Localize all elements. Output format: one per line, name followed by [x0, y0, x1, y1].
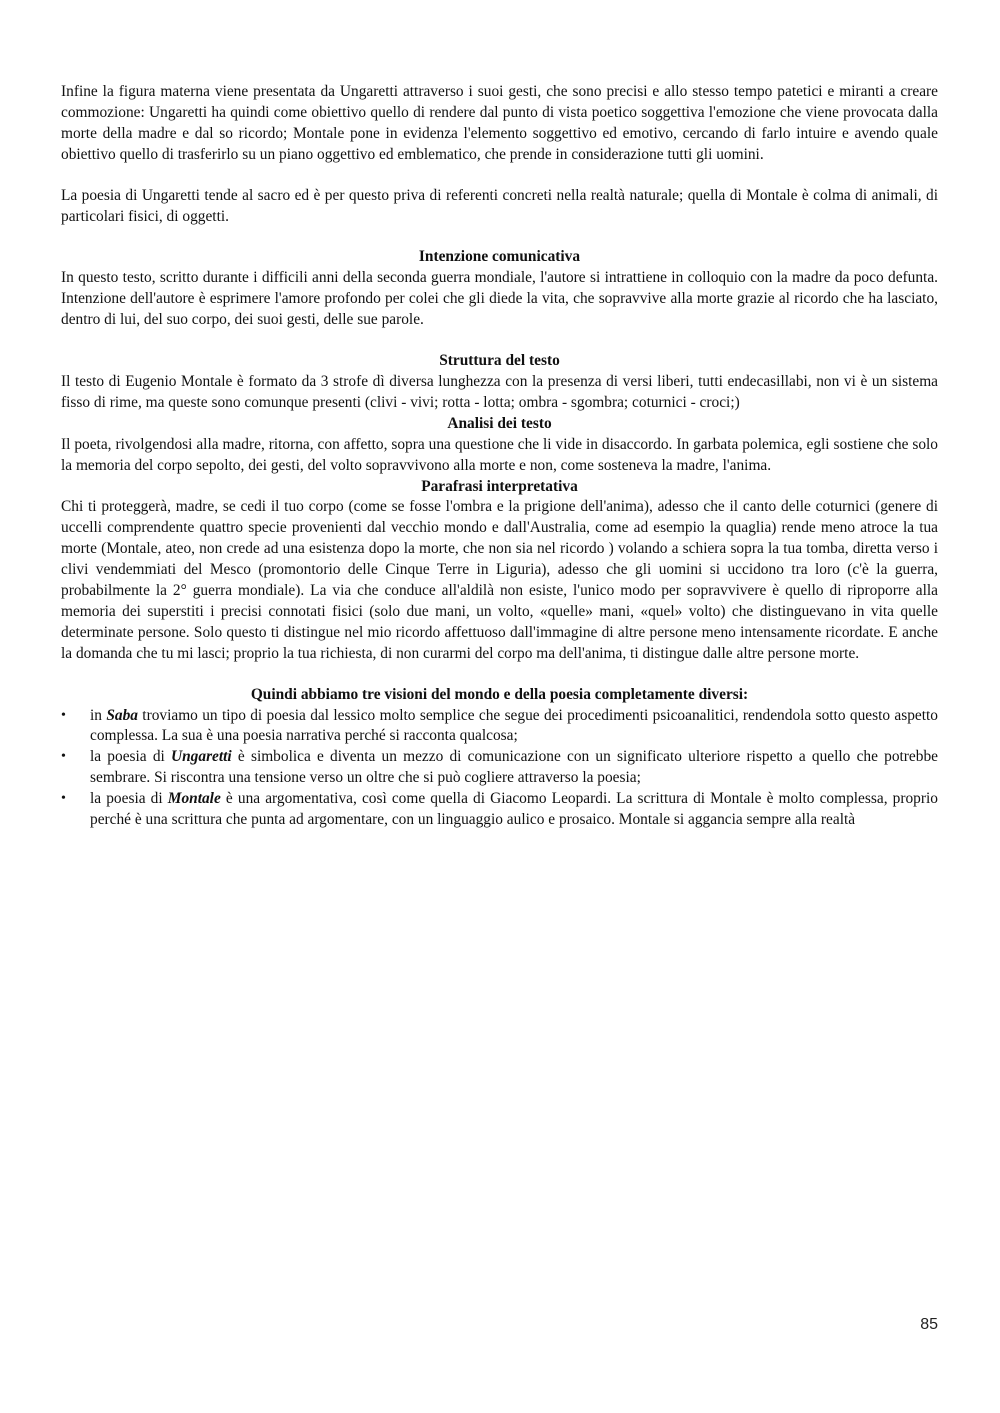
poet-name: Montale [167, 790, 221, 808]
heading-struttura-del-testo: Struttura del testo [439, 352, 560, 370]
heading-analisi-dei-testo: Analisi dei testo [447, 414, 552, 432]
list-item-ungaretti [61, 747, 938, 789]
list-item-lead: in [90, 706, 107, 724]
list-item-lead: la poesia di [90, 748, 171, 766]
heading-intenzione-comunicativa: Intenzione comunicativa [418, 248, 581, 266]
bullet-icon: • [61, 791, 66, 807]
list-item-lead: la poesia di [90, 790, 168, 808]
list-item-text: è simbolica e diventa un mezzo di comunicazione con un significato ulteriore rispetto a quello che potrebbe sembrare. Si riscontra una tensione verso un oltre che si può cogliere attraverso la poesia; [90, 748, 938, 787]
list-item-montale [61, 789, 938, 831]
page-number: 85 [920, 1316, 938, 1333]
analisi-paragraph: Il poeta, rivolgendosi alla madre, ritorna, con affetto, sopra una questione che li vide in disaccordo. In garbata polemica, egli sostiene che solo la memoria del corpo sepolto, dei gesti, del volto sopravvivono alla morte e non, come sosteneva la madre, l'anima. [61, 435, 938, 474]
struttura-paragraph: Il testo di Eugenio Montale è formato da 3 strofe dì diversa lunghezza con la presenza di versi liberi, tutti endecasillabi, non vi è un sistema fisso di rime, ma queste sono comunque presenti (clivi - vivi; rotta - lotta; ombra - sgombra; coturnici - croci;) [61, 372, 938, 411]
page-content [61, 82, 938, 831]
list-item-text: è una argomentativa, così come quella di Giacomo Leopardi. La scrittura di Montale è molto complessa, proprio perché è una scrittura che punta ad argomentare, con un linguaggio aulico e prosaico. Montale si aggancia sempre alla realtà [90, 790, 938, 829]
parafrasi-paragraph: Chi ti proteggerà, madre, se cedi il tuo corpo (come se fosse l'ombra e la prigione dell'anima), adesso che il canto delle coturnici (genere di uccelli comprendente quattro specie provenienti dal vecchio mondo e dall'Australia, come ad esempio la quaglia) rende meno atroce la tua morte (Montale, ateo, non crede ad una esistenza dopo la morte, che non sia nel ricordo ) volando a schiera sopra la tua tomba, diretta verso i clivi vendemmiati del Mesco (promontorio delle Cinque Terre in Liguria), adesso che gli uomini si uccidono tra loro (c'è la guerra, probabilmente la 2° guerra mondiale). La via che conduce all'aldilà non esiste, l'unico modo per sopravvivere è quello di riproporre alla memoria dei superstiti i precisi connotati fisici (solo due mani, un volto, «quelle» mani, «quel» volto) che distinguevano in vita quelle determinate persone. Solo questo ti distingue nel mio ricordo affettuoso dall'immagine di altre persone meno intensamente ricordate. E anche la domanda che tu mi lasci; proprio la tua richiesta, di non curarmi del corpo ma dell'anima, ti distingue dalle altre persone morte. [61, 498, 938, 662]
bullet-icon: • [61, 707, 66, 723]
list-item-text: troviamo un tipo di poesia dal lessico molto semplice che segue dei procedimenti psicoanalitici, rendendola sotto questo aspetto complessa. La sua è una poesia narrativa perché si racconta qualcosa; [90, 706, 938, 745]
intro-paragraph: Infine la figura materna viene presentata da Ungaretti attraverso i suoi gesti, che sono precisi e allo stesso tempo patetici e miranti a creare commozione: Ungaretti ha quindi come obiettivo quello di rendere dal punto di vista poetico soggettiva l'emozione che viene provocata dalla morte della madre e dal so ricordo; Montale pone in evidenza l'elemento soggettivo ed emotivo, cercando di farlo intuire e avendo quale obiettivo quello di trasferirlo su un piano oggettivo ed emblematico, che prende in considerazione tutti gli uomini. [61, 83, 938, 163]
heading-visioni: Quindi abbiamo tre visioni del mondo e della poesia completamente diversi: [250, 685, 749, 703]
poet-name: Saba [106, 706, 138, 724]
poet-name: Ungaretti [171, 748, 232, 766]
intenzione-paragraph: In questo testo, scritto durante i difficili anni della seconda guerra mondiale, l'autore si intrattiene in colloquio con la madre da poco defunta. Intenzione dell'autore è esprimere l'amore profondo per colei che gli diede la vita, che sopravvive alla morte grazie al ricordo che ha lasciato, dentro di lui, del suo corpo, dei suoi gesti, delle sue parole. [61, 269, 938, 329]
bullet-icon: • [61, 749, 66, 765]
visioni-list [61, 706, 938, 831]
list-item-saba [61, 706, 938, 748]
heading-parafrasi-interpretativa: Parafrasi interpretativa [421, 477, 578, 495]
comparison-paragraph: La poesia di Ungaretti tende al sacro ed è per questo priva di referenti concreti nella realtà naturale; quella di Montale è colma di animali, di particolari fisici, di oggetti. [61, 186, 938, 225]
